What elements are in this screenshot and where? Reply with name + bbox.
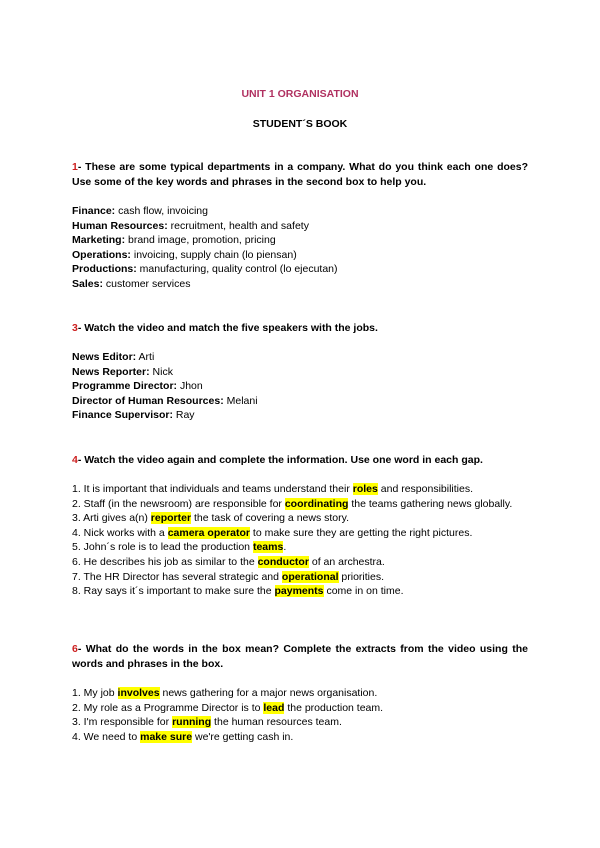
list-item: 1. It is important that individuals and teams understand their roles and responsibilities. <box>72 483 473 495</box>
answer-highlight: involves <box>117 687 160 699</box>
answer-highlight: conductor <box>257 555 309 568</box>
answer-highlight: teams <box>252 541 284 554</box>
question-6-prompt <box>72 642 528 672</box>
term: Finance Supervisor: <box>72 409 173 422</box>
answer-highlight: coordinating <box>284 497 349 510</box>
list-item <box>72 248 528 263</box>
list-item: 4. We need to make sure we're getting cash in. <box>72 730 294 743</box>
question-text: - Watch the video again and complete the information. Use one word in each gap. <box>77 454 483 466</box>
description: manufacturing, quality control (lo ejecutan) <box>136 263 338 276</box>
list-item: 3. I'm responsible for running the human resources team. <box>72 716 342 729</box>
description: Nick <box>149 365 173 378</box>
unit-title: UNIT 1 ORGANISATION <box>241 88 359 100</box>
answer-highlight: camera operator <box>167 526 250 539</box>
list-item: 3. Arti gives a(n) reporter the task of covering a news story. <box>72 512 350 525</box>
question-number: 3 <box>72 322 78 334</box>
answer-highlight: make sure <box>140 730 193 743</box>
list-item <box>72 277 528 292</box>
description: Melani <box>223 394 258 407</box>
list-item <box>72 379 528 394</box>
question-3-prompt <box>72 321 528 336</box>
question-number: 1 <box>72 161 78 173</box>
list-item: 2. Staff (in the newsroom) are responsible for coordinating the teams gathering news globally. <box>72 497 513 510</box>
list-item: 7. The HR Director has several strategic and operational priorities. <box>72 570 385 583</box>
description: brand image, promotion, pricing <box>125 234 276 247</box>
question-1-prompt <box>72 160 528 190</box>
list-item: 8. Ray says it´s important to make sure the payments come in on time. <box>72 585 404 598</box>
list-item: 1. My job involves news gathering for a major news organisation. <box>72 687 378 699</box>
term: Marketing: <box>72 234 126 247</box>
question-1-list <box>72 204 528 292</box>
question-number: 6 <box>72 643 78 655</box>
list-item: 5. John´s role is to lead the production teams. <box>72 541 287 554</box>
list-item <box>72 365 528 380</box>
question-text: - Watch the video and match the five speakers with the jobs. <box>77 322 378 334</box>
list-item: 6. He describes his job as similar to the conductor of an archestra. <box>72 555 385 568</box>
term: Operations: <box>72 248 131 261</box>
list-item <box>72 219 528 234</box>
answer-highlight: roles <box>352 483 378 495</box>
list-item <box>72 233 528 248</box>
description: invoicing, supply chain (lo piensan) <box>130 248 297 261</box>
question-3-list <box>72 350 528 423</box>
question-4-list <box>72 482 528 599</box>
list-item: 2. My role as a Programme Director is to lead the production team. <box>72 701 384 714</box>
description: Arti <box>136 351 155 363</box>
question-6-list <box>72 686 528 744</box>
description: Ray <box>172 409 195 422</box>
book-title: STUDENT´S BOOK <box>252 118 348 130</box>
description: recruitment, health and safety <box>167 219 309 232</box>
list-item <box>72 394 528 409</box>
answer-highlight: reporter <box>150 512 192 525</box>
list-item <box>72 262 528 277</box>
term: Productions: <box>72 263 137 276</box>
list-item <box>72 408 528 423</box>
list-item <box>72 350 528 365</box>
answer-highlight: payments <box>274 585 324 598</box>
answer-highlight: running <box>172 716 212 729</box>
description: cash flow, invoicing <box>115 205 208 217</box>
term: Sales: <box>72 277 103 290</box>
term: Finance: <box>72 205 116 217</box>
question-4-prompt <box>72 453 528 468</box>
question-text: - What do the words in the box mean? Complete the extracts from the video using the words and phrases in the box. <box>72 643 528 670</box>
answer-highlight: lead <box>263 701 285 714</box>
list-item <box>72 204 528 219</box>
term: Director of Human Resources: <box>72 394 224 407</box>
question-text: - These are some typical departments in a company. What do you think each one does? Use some of the key words and phrases in the second box to help you. <box>72 161 528 188</box>
list-item: 4. Nick works with a camera operator to make sure they are getting the right pictures. <box>72 526 473 539</box>
term: Programme Director: <box>72 380 178 393</box>
description: customer services <box>102 277 191 290</box>
term: News Reporter: <box>72 365 150 378</box>
term: Human Resources: <box>72 219 168 232</box>
term: News Editor: <box>72 351 137 363</box>
question-number: 4 <box>72 454 78 466</box>
description: Jhon <box>177 380 203 393</box>
answer-highlight: operational <box>281 570 339 583</box>
